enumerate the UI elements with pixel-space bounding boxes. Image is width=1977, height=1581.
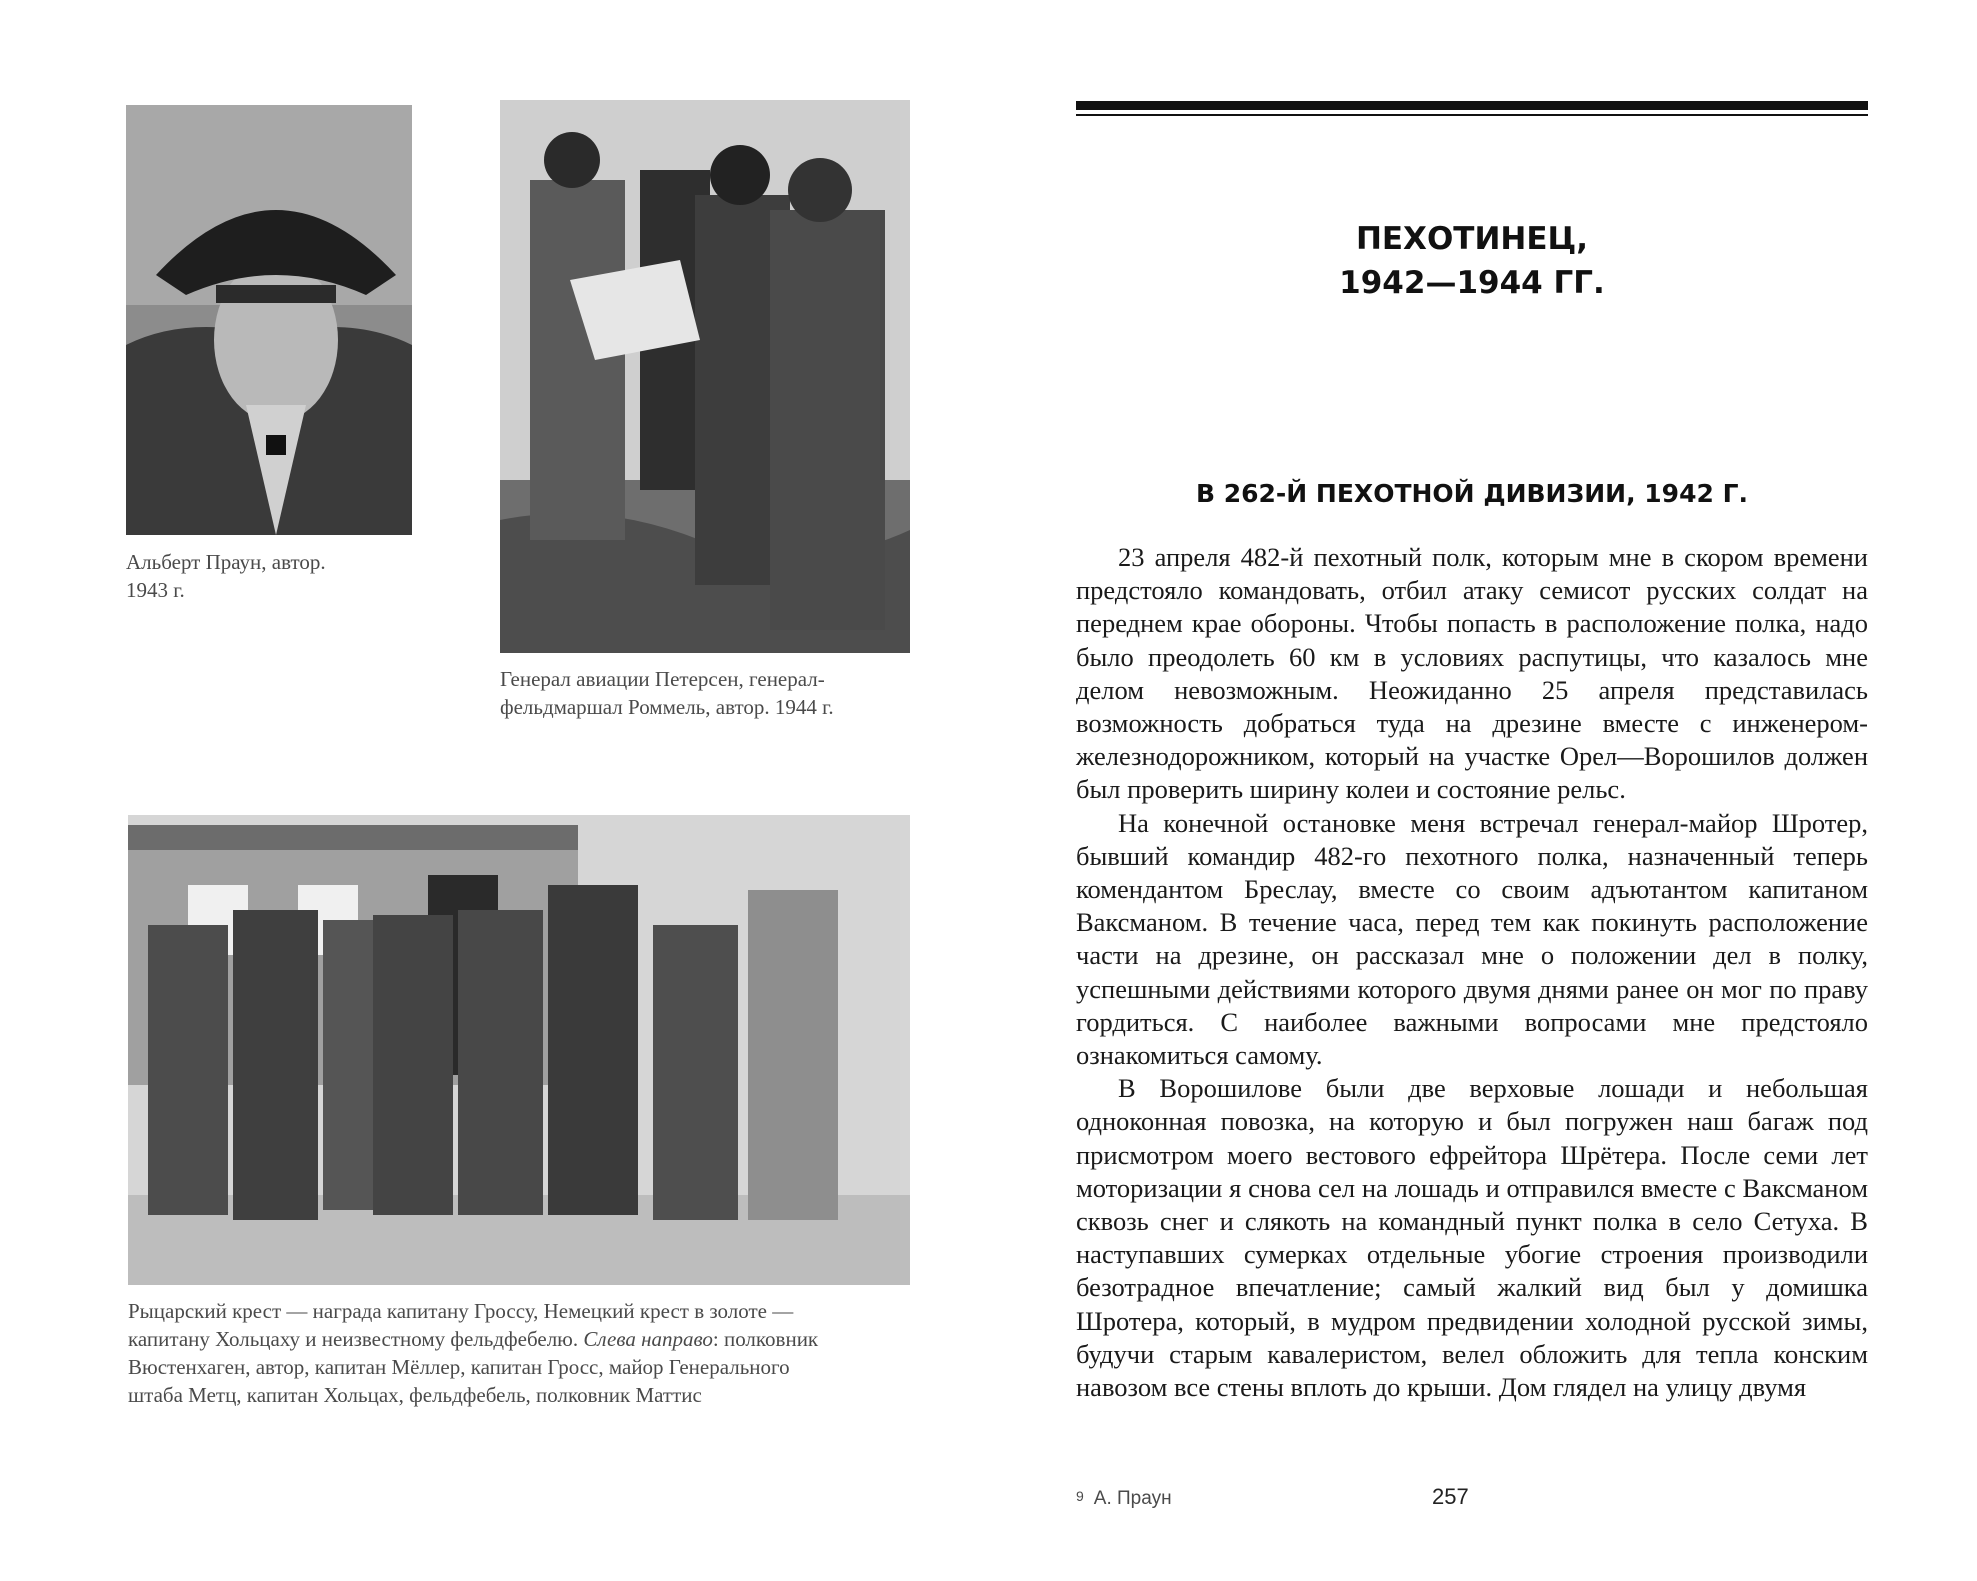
- paragraph: 23 апреля 482-й пехотный полк, которым мне в скором времени предстояло командовать, отбил атаку семисот русских солдат на переднем крае обороны. Чтобы попасть в расположение полка, надо было преодолеть 60 км в условиях распутицы, что казалось мне делом невозможным. Неожиданно 25 апреля представилась возможность добраться туда на дрезине вместе с инженером-железнодорожником, который на участке Орел—Ворошилов должен был проверить ширину колеи и состояние рельс.: [1076, 542, 1868, 805]
- group-caption: Рыцарский крест — награда капитану Гроссу, Немецкий крест в золоте — капитану Хольцаху и неизвестному фельдфебелю. Слева направо: полковник Вюстенхаген, автор, капитан Мёллер, капитан Гросс, майор Генерального штаба Метц, капитан Хольцах, фельдфебель, полковник Маттис: [128, 1299, 819, 1407]
- photo-group: [128, 815, 910, 1285]
- footer-signature: 9 А. Праун: [1076, 1488, 1172, 1509]
- officers-map-caption: Генерал авиации Петерсен, генерал- фельдмаршал Роммель, автор. 1944 г.: [500, 667, 834, 719]
- body-text: [1076, 541, 1868, 1404]
- paragraph: В Ворошилове были две верховые лошади и небольшая одноконная повозка, на которую и был погружен наш багаж под присмотром моего вестового ефрейтора Шрётера. После семи лет моторизации я снова сел на лошадь и отправился вместе с Ваксманом сквозь снег и слякоть на командный пункт полка в село Сетуха. В наступавших сумерках отдельные убогие строения производили безотрадное впечатление; самый жалкий вид был у домишка Шротера, который, в мудром предвидении холодной русской зимы, будучи старым кавалеристом, велел обложить для тепла конским навозом все стены вплоть до крыши. Дом глядел на улицу двумя: [1076, 1073, 1868, 1403]
- chapter-rule-thin: [1076, 114, 1868, 116]
- section-title: В 262-Й ПЕХОТНОЙ ДИВИЗИИ, 1942 Г.: [1195, 479, 1748, 508]
- portrait-caption: Альберт Праун, автор. 1943 г.: [126, 550, 326, 602]
- chapter-title: ПЕХОТИНЕЦ, 1942—1944 ГГ.: [1339, 221, 1605, 301]
- chapter-rule-thick: [1076, 101, 1868, 110]
- paragraph: На конечной остановке меня встречал генерал-майор Шротер, бывший командир 482-го пехотного полка, назначенный теперь комендантом Бреслау, вместе со своим адъютантом капитаном Ваксманом. В течение часа, перед тем как покинуть расположение части на дрезине, он рассказал мне о положении дел в полку, успешными действиями которого двумя днями ранее он мог по праву гордиться. С наиболее важными вопросами мне предстояло ознакомиться самому.: [1076, 807, 1868, 1071]
- photo-officers-map: [500, 100, 910, 653]
- photo-portrait: [126, 105, 412, 535]
- page-number: 257: [1432, 1484, 1469, 1509]
